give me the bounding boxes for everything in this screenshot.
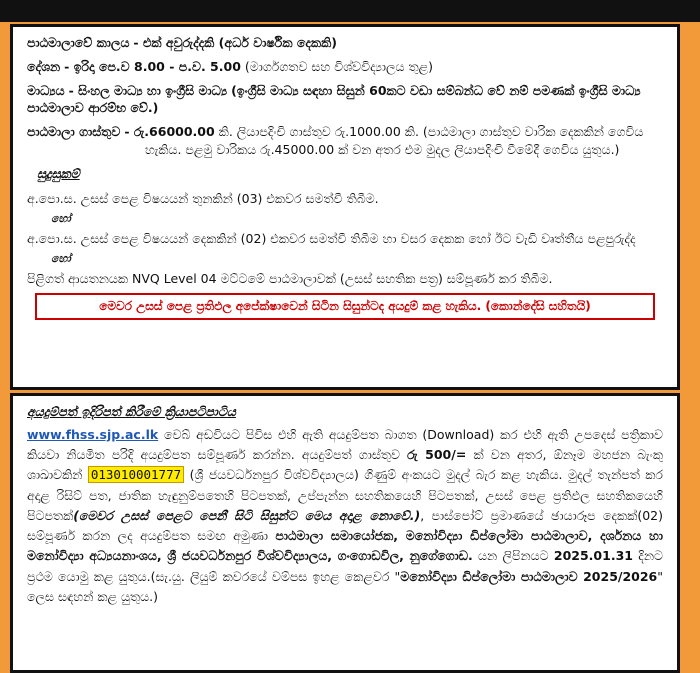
lecture-row: [27, 59, 663, 76]
app-text-3b: (මෙවර උසස් පෙළට පෙනී සිටි සිසුන්ට මෙය අදාළ නොවේ.): [73, 507, 421, 523]
fee-text: කි. ලියාපදිංචි ගාස්තුව රු.1000.00 කි. (පාඨමාලා ගාස්තුව වාරික දෙකකින් ගෙවිය: [218, 123, 644, 139]
fee-row: [27, 124, 663, 141]
lecture-label: දේශන: [27, 58, 61, 74]
duration-row: [27, 35, 663, 52]
top-bar: [0, 0, 700, 22]
fee-label: පාඨමාලා ගාස්තුව: [27, 123, 121, 139]
or-label-2: හෝ: [51, 251, 71, 265]
medium-label: මාධ්‍යය: [27, 82, 65, 98]
course-name: මනෝවිද්‍යා ඩිප්ලෝමා පාඨමාලාව 2025/2026: [400, 568, 658, 584]
eligibility-heading: සුදුසුකම්: [37, 166, 80, 182]
course-details-panel: [10, 24, 680, 390]
duration-label: පාඨමාලාවේ කාලය: [27, 35, 130, 50]
lecture-note: (මාර්ගගතව සහ විශ්වවිද්‍යාලය තුළ): [244, 58, 434, 74]
fee-value: - රු.66000.00: [124, 123, 215, 139]
or-label-1: හෝ: [51, 212, 71, 225]
application-panel: [10, 393, 680, 673]
medium-row: [27, 83, 663, 117]
app-text-6: දිනට ප්‍රථම යොමු කළ යුතුය.(සැ.යු. ලියුම් කවරයේ වම්පස ඉහළ කෙළවර ": [27, 548, 663, 584]
app-text-5: යන ලිපිනයට: [478, 548, 549, 564]
medium-value: - සිංහල මාධ්‍ය හා ඉංග්‍රීසි මාධ්‍ය: [68, 82, 228, 98]
duration-value: - එක් අවුරුද්දකි (අර්ධ වාර්ෂික දෙකකි): [133, 35, 337, 50]
fee-text-continued: හැකිය. පළමු වාරිකය රු.45000.00 ක් වන අතර එම මුදල ලියාපදිංචි වීමේදී ගෙවිය යුතුය.): [145, 142, 620, 158]
app-fee: රු 500/=: [407, 447, 467, 463]
application-paragraph: [27, 425, 663, 607]
app-text-4: , පාස්පෝට් ප්‍රමාණයේ ඡායාරූප දෙකක්(02) සම්පූර්ණ කරන ලද අයදුම්පත සමඟ අමුණා: [27, 507, 663, 544]
eligibility-item-1: අ.පො.ස. උසස් පෙළ විෂයයන් තුනකින් (03) එකවර සමත්වී තිබීම.: [27, 191, 379, 207]
eligibility-item-3: පිළිගත් ආයතනයක NVQ Level 04 මට්ටමේ පාඨමාලාවක් (උසස් සහතික පත්‍ර) සම්පූර්ණ කර තිබීම.: [27, 270, 553, 286]
application-heading: අයදුම්පත් ඉදිරිපත් කිරීමේ ක්‍රියාපටිපාටිය: [27, 404, 236, 419]
postal-address: පාඨමාලා සමායෝජක, මනෝවිද්‍යා ඩිප්ලෝමා පාඨමාලාව, දර්ශනය හා මනෝවිද්‍යා අධ්‍යයනාංශය, ශ්‍රී ජයවර්ධනපුර විශ්වවිද්‍යාලය, ගංගොඩවිල, නුගේගොඩ.: [27, 528, 663, 564]
app-text-7: " ලෙස සඳහන් කළ යුතුය.): [27, 568, 663, 604]
lecture-value: - ඉරිදා පෙ.ව 8.00 - ප.ව. 5.00: [64, 58, 241, 74]
account-number: 013010001777: [88, 466, 184, 483]
app-text-1: වෙබ් අඩවියට පිවිස එහි ඇති අයදුම්පත බාගත (Download) කර එහි ඇති උපදෙස් පත්‍රිකාව කියවා නියමිත පරිදි අයදුම්පත සම්පූර්ණ කරන්න. අයදුම්පත් ගාස්තුව: [27, 426, 663, 463]
eligibility-item-2: අ.පො.ස. උසස් පෙළ විෂයයන් දෙකකින් (02) එකවර සමත්වී තිබීම හා වසර දෙකක හෝ ඊට වැඩි වෘත්තීය පළපුරුද්ද: [27, 230, 636, 246]
conditional-note: මෙවර උසස් පෙළ ප්‍රතිඵල අපේක්ෂාවෙන් සිටින සිසුන්ටද අයදුම් කළ හැකිය. (කොන්දේසි සහිතයි): [35, 293, 655, 319]
website-link[interactable]: www.fhss.sjp.ac.lk: [27, 426, 159, 442]
app-text-3: (ශ්‍රී ජයවර්ධනපුර විශ්වවිද්‍යාලය) ගිණුම් අංකයට මුදල් බැර කළ හැකිය. මුදල් තැන්පත් කර අදාළ රිසිට් පත, ජාතික හැඳුනුම්පතෙහි පිටපතක්, උප්පැන්න සහතිකයෙහි පිටපතක්, උසස් පෙළ ප්‍රතිඵල සහතිකයෙහි පිටපතක්: [27, 467, 663, 523]
medium-note: (ඉංග්‍රීසි මාධ්‍ය සඳහා සිසුන් 60කට වඩා සම්බන්ධ වේ නම් පමණක් ඉංග්‍රීසි මාධ්‍ය පාඨමාලාව ආරම්භ වේ.): [27, 82, 641, 115]
app-text-2: ක් වන අතර, ඕනෑම මහජන බැංකු ශාඛාවකින්: [27, 447, 663, 483]
deadline-date: 2025.01.31: [553, 548, 633, 564]
